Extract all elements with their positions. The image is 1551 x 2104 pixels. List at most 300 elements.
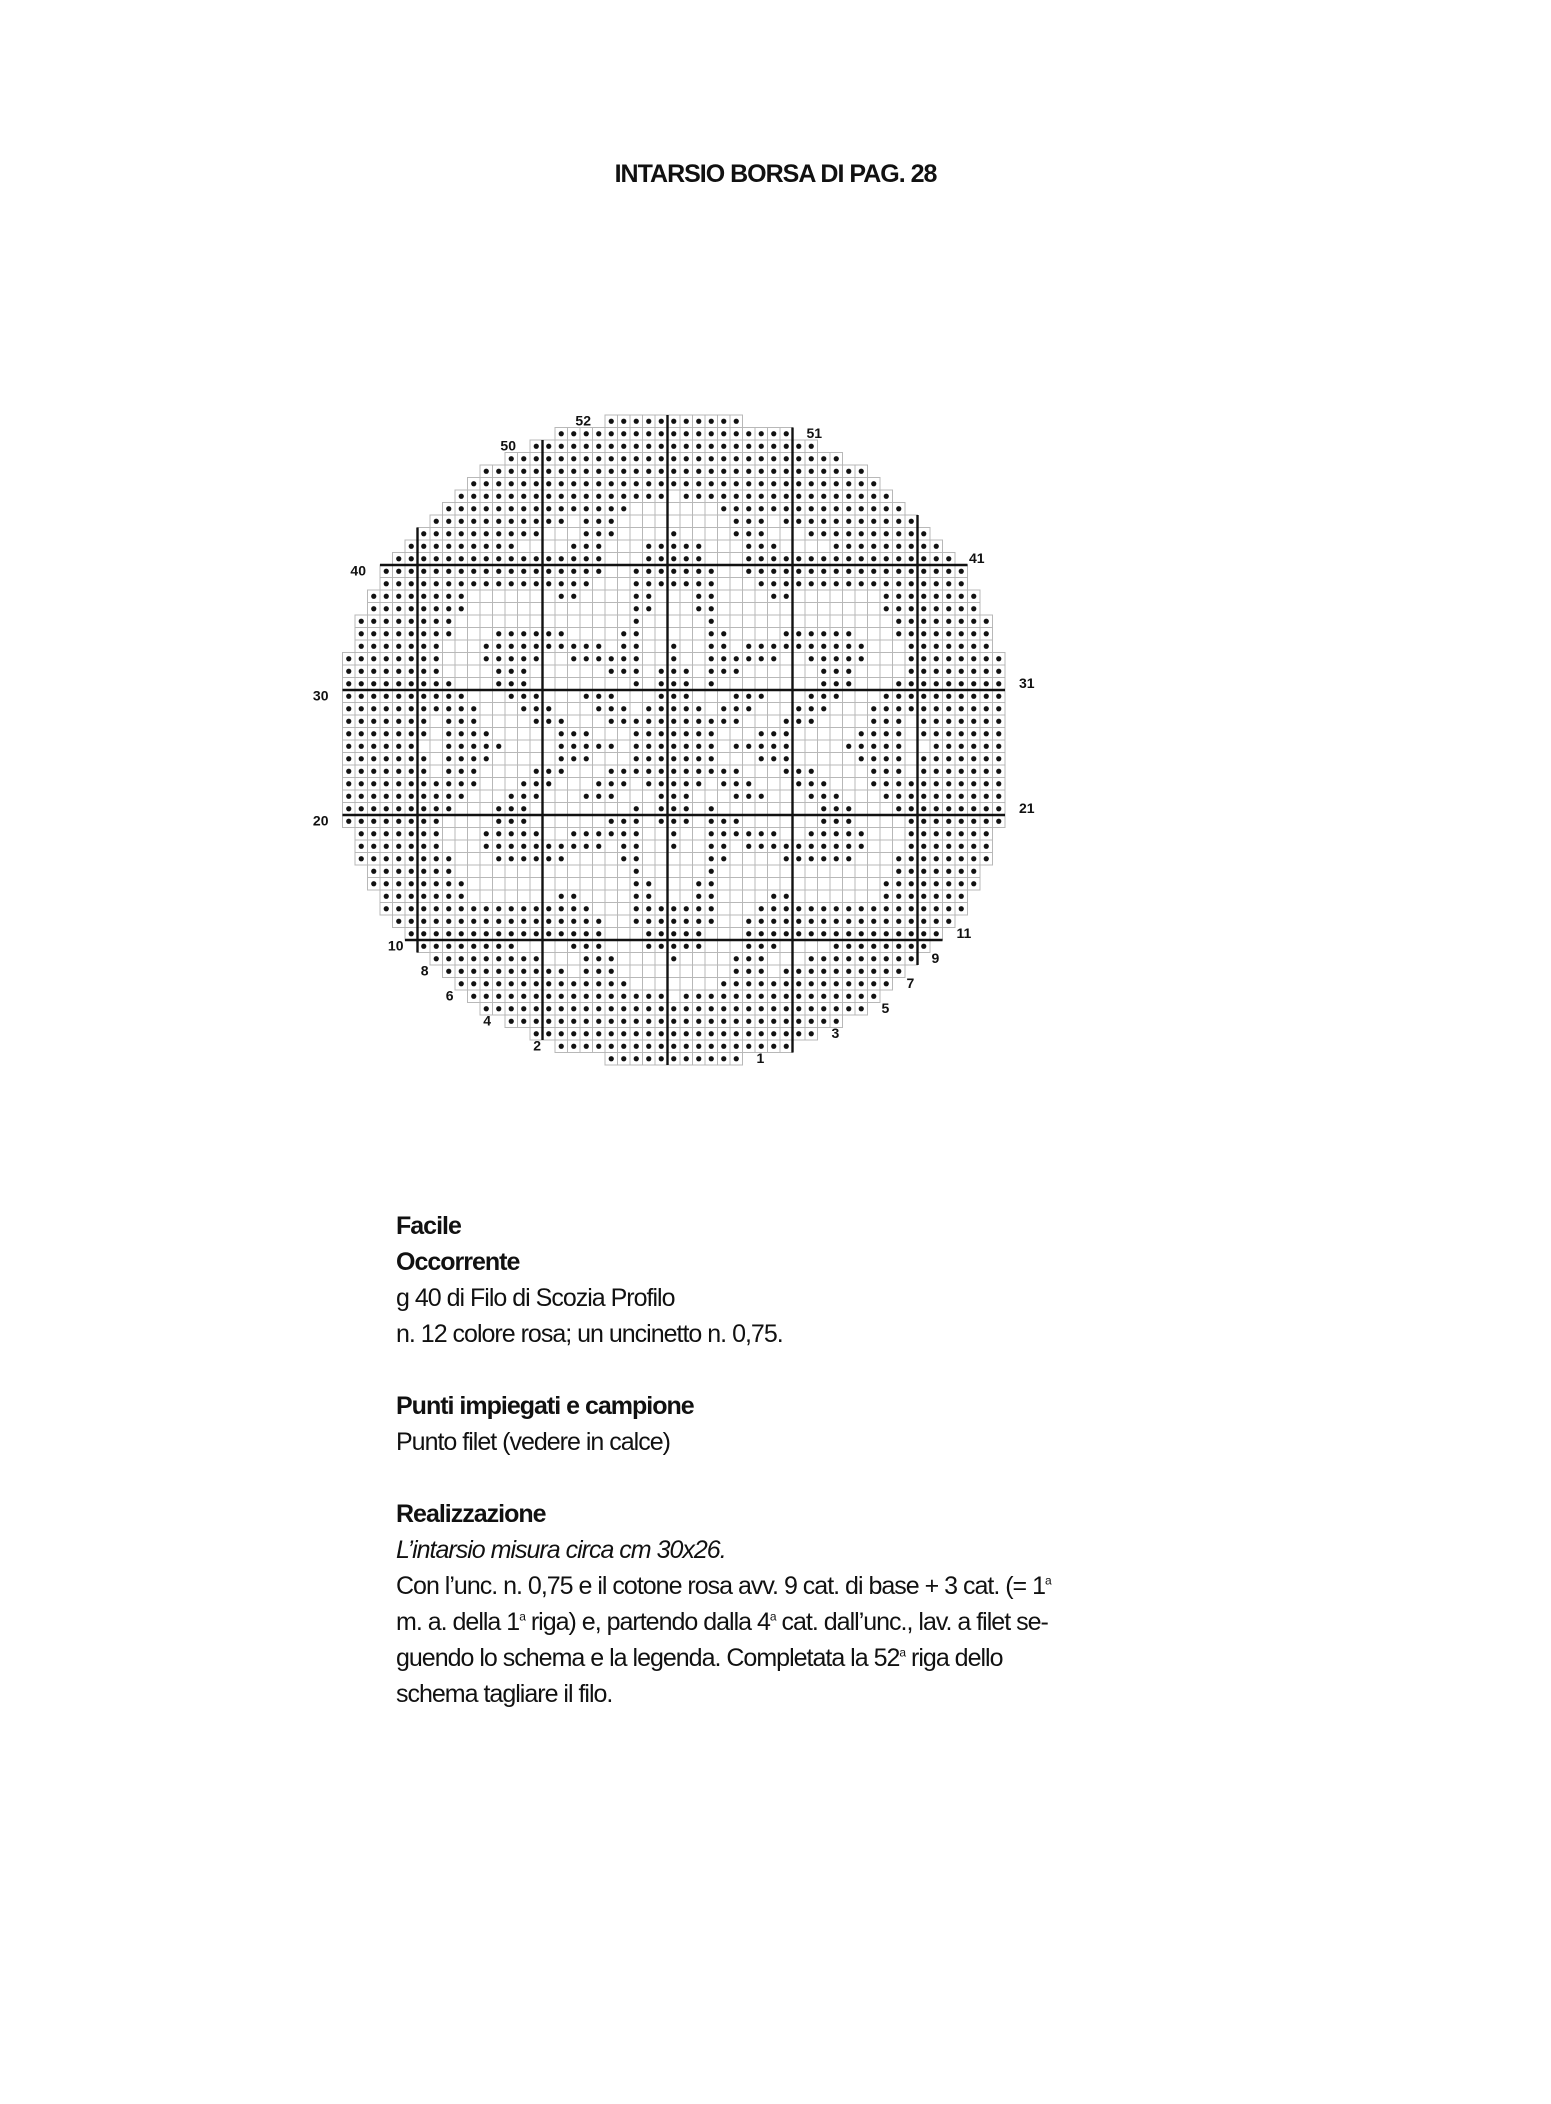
chart-dot <box>434 781 439 786</box>
chart-dot <box>684 694 689 699</box>
chart-dot <box>371 694 376 699</box>
chart-dot <box>371 769 376 774</box>
chart-dot <box>709 644 714 649</box>
chart-dot <box>846 981 851 986</box>
chart-dot <box>909 881 914 886</box>
chart-dot <box>646 744 651 749</box>
chart-dot <box>421 681 426 686</box>
chart-dot <box>809 831 814 836</box>
chart-dot <box>959 581 964 586</box>
chart-dot <box>621 1006 626 1011</box>
chart-cell <box>668 490 681 503</box>
chart-cell <box>730 603 743 616</box>
chart-cell <box>543 790 556 803</box>
chart-dot <box>596 1031 601 1036</box>
chart-dot <box>921 644 926 649</box>
chart-cell <box>668 990 681 1003</box>
chart-cell <box>855 815 868 828</box>
chart-dot <box>559 444 564 449</box>
chart-cell <box>480 590 493 603</box>
chart-dot <box>959 731 964 736</box>
chart-cell <box>555 865 568 878</box>
chart-dot <box>584 844 589 849</box>
chart-dot <box>896 731 901 736</box>
chart-dot <box>459 894 464 899</box>
chart-cell <box>705 940 718 953</box>
chart-dot <box>846 469 851 474</box>
chart-dot <box>846 994 851 999</box>
chart-dot <box>859 981 864 986</box>
chart-dot <box>446 519 451 524</box>
chart-dot <box>696 1031 701 1036</box>
chart-cell <box>830 603 843 616</box>
chart-dot <box>584 906 589 911</box>
chart-dot <box>671 419 676 424</box>
chart-cell <box>543 803 556 816</box>
chart-cell <box>480 615 493 628</box>
chart-dot <box>746 781 751 786</box>
chart-dot <box>596 569 601 574</box>
chart-dot <box>596 431 601 436</box>
chart-cell <box>718 565 731 578</box>
chart-dot <box>559 494 564 499</box>
chart-dot <box>759 994 764 999</box>
chart-cell <box>668 878 681 891</box>
chart-dot <box>784 631 789 636</box>
chart-cell <box>568 628 581 641</box>
chart-cell <box>468 678 481 691</box>
chart-dot <box>684 669 689 674</box>
chart-dot <box>734 419 739 424</box>
chart-dot <box>871 906 876 911</box>
chart-cell <box>780 778 793 791</box>
chart-dot <box>959 644 964 649</box>
chart-cell <box>643 653 656 666</box>
chart-dot <box>471 994 476 999</box>
chart-dot <box>659 744 664 749</box>
chart-dot <box>521 781 526 786</box>
chart-dot <box>709 469 714 474</box>
chart-dot <box>921 544 926 549</box>
ordinal-mark: a <box>769 1609 776 1624</box>
chart-dot <box>796 981 801 986</box>
chart-cell <box>493 690 506 703</box>
chart-dot <box>821 856 826 861</box>
chart-cell <box>780 653 793 666</box>
chart-dot <box>809 1031 814 1036</box>
chart-dot <box>421 569 426 574</box>
chart-dot <box>421 831 426 836</box>
chart-dot <box>621 844 626 849</box>
chart-dot <box>484 531 489 536</box>
chart-dot <box>646 469 651 474</box>
chart-dot <box>521 919 526 924</box>
chart-dot <box>384 581 389 586</box>
chart-dot <box>446 556 451 561</box>
chart-cell <box>693 628 706 641</box>
chart-cell <box>718 865 731 878</box>
chart-dot <box>634 844 639 849</box>
chart-dot <box>671 719 676 724</box>
chart-dot <box>496 1006 501 1011</box>
chart-cell <box>493 890 506 903</box>
chart-dot <box>384 819 389 824</box>
chart-dot <box>484 581 489 586</box>
chart-cell <box>655 865 668 878</box>
chart-dot <box>896 581 901 586</box>
chart-dot <box>721 781 726 786</box>
chart-dot <box>884 906 889 911</box>
chart-dot <box>671 769 676 774</box>
chart-dot <box>659 944 664 949</box>
chart-cell <box>680 653 693 666</box>
chart-dot <box>621 1019 626 1024</box>
chart-cell <box>818 753 831 766</box>
chart-dot <box>971 644 976 649</box>
chart-dot <box>784 519 789 524</box>
chart-dot <box>709 494 714 499</box>
chart-dot <box>471 506 476 511</box>
chart-cell <box>630 540 643 553</box>
chart-cell <box>768 615 781 628</box>
chart-cell <box>618 928 631 941</box>
chart-dot <box>534 644 539 649</box>
chart-dot <box>609 781 614 786</box>
chart-dot <box>734 706 739 711</box>
chart-cell <box>468 665 481 678</box>
chart-dot <box>521 1019 526 1024</box>
chart-cell <box>705 965 718 978</box>
chart-dot <box>409 581 414 586</box>
chart-dot <box>584 444 589 449</box>
chart-dot <box>846 931 851 936</box>
chart-dot <box>646 581 651 586</box>
chart-dot <box>696 719 701 724</box>
chart-dot <box>421 656 426 661</box>
chart-dot <box>409 769 414 774</box>
chart-dot <box>346 769 351 774</box>
chart-dot <box>921 756 926 761</box>
chart-dot <box>571 431 576 436</box>
chart-cell <box>630 503 643 516</box>
chart-dot <box>396 806 401 811</box>
chart-dot <box>446 944 451 949</box>
chart-dot <box>896 969 901 974</box>
chart-dot <box>346 819 351 824</box>
chart-dot <box>584 506 589 511</box>
difficulty-label: Facile <box>396 1212 461 1240</box>
chart-cell <box>555 940 568 953</box>
chart-dot <box>746 744 751 749</box>
chart-dot <box>934 894 939 899</box>
chart-dot <box>671 669 676 674</box>
chart-cell <box>680 978 693 991</box>
chart-cell <box>805 890 818 903</box>
chart-cell <box>555 815 568 828</box>
chart-dot <box>896 631 901 636</box>
chart-dot <box>884 769 889 774</box>
chart-dot <box>709 619 714 624</box>
chart-cell <box>580 678 593 691</box>
chart-dot <box>684 781 689 786</box>
chart-dot <box>359 644 364 649</box>
chart-dot <box>609 994 614 999</box>
chart-cell <box>730 803 743 816</box>
chart-dot <box>846 519 851 524</box>
chart-cell <box>468 803 481 816</box>
chart-cell <box>805 678 818 691</box>
chart-dot <box>559 556 564 561</box>
chart-cell <box>493 715 506 728</box>
chart-dot <box>396 894 401 899</box>
chart-cell <box>593 578 606 591</box>
chart-dot <box>346 744 351 749</box>
chart-cell <box>493 778 506 791</box>
chart-dot <box>821 631 826 636</box>
chart-cell <box>580 878 593 891</box>
chart-dot <box>646 731 651 736</box>
chart-dot <box>534 719 539 724</box>
chart-dot <box>546 1019 551 1024</box>
chart-dot <box>446 931 451 936</box>
chart-dot <box>534 906 539 911</box>
chart-cell <box>693 853 706 866</box>
ordinal-mark: a <box>1045 1573 1051 1588</box>
chart-cell <box>755 803 768 816</box>
chart-dot <box>396 719 401 724</box>
chart-dot <box>896 706 901 711</box>
chart-dot <box>921 881 926 886</box>
chart-cell <box>593 615 606 628</box>
chart-dot <box>396 731 401 736</box>
chart-dot <box>896 719 901 724</box>
chart-cell <box>918 740 931 753</box>
chart-dot <box>609 1056 614 1061</box>
chart-dot <box>771 1044 776 1049</box>
chart-cell <box>505 740 518 753</box>
chart-dot <box>421 794 426 799</box>
chart-cell <box>468 615 481 628</box>
chart-dot <box>496 494 501 499</box>
chart-dot <box>559 744 564 749</box>
chart-dot <box>859 519 864 524</box>
chart-dot <box>771 444 776 449</box>
chart-cell <box>743 903 756 916</box>
chart-dot <box>846 569 851 574</box>
chart-dot <box>371 606 376 611</box>
chart-dot <box>659 494 664 499</box>
chart-dot <box>721 481 726 486</box>
chart-dot <box>784 844 789 849</box>
chart-cell <box>718 615 731 628</box>
chart-cell <box>743 603 756 616</box>
chart-dot <box>509 1019 514 1024</box>
chart-dot <box>721 706 726 711</box>
chart-dot <box>459 694 464 699</box>
chart-dot <box>396 881 401 886</box>
chart-dot <box>384 569 389 574</box>
chart-cell <box>718 753 731 766</box>
chart-cell <box>543 828 556 841</box>
chart-dot <box>596 506 601 511</box>
chart-cell <box>618 940 631 953</box>
chart-cell <box>718 940 731 953</box>
chart-cell <box>518 878 531 891</box>
chart-cell <box>818 603 831 616</box>
chart-dot <box>534 519 539 524</box>
chart-cell <box>543 878 556 891</box>
chart-cell <box>780 940 793 953</box>
chart-dot <box>934 794 939 799</box>
chart-dot <box>834 519 839 524</box>
chart-dot <box>709 1056 714 1061</box>
chart-dot <box>746 569 751 574</box>
chart-dot <box>484 956 489 961</box>
chart-dot <box>934 706 939 711</box>
chart-cell <box>868 890 881 903</box>
chart-dot <box>446 694 451 699</box>
chart-cell <box>605 553 618 566</box>
chart-dot <box>834 531 839 536</box>
chart-cell <box>880 815 893 828</box>
chart-dot <box>684 906 689 911</box>
chart-dot <box>821 556 826 561</box>
chart-dot <box>759 744 764 749</box>
chart-cell <box>605 678 618 691</box>
chart-dot <box>421 844 426 849</box>
chart-cell <box>630 528 643 541</box>
chart-dot <box>484 844 489 849</box>
chart-dot <box>421 931 426 936</box>
chart-dot <box>871 769 876 774</box>
chart-dot <box>846 669 851 674</box>
stitches-text: Punto filet (vedere in calce) <box>396 1428 670 1456</box>
chart-dot <box>796 969 801 974</box>
chart-dot <box>709 481 714 486</box>
chart-dot <box>996 819 1001 824</box>
chart-cell <box>593 878 606 891</box>
chart-dot <box>696 944 701 949</box>
chart-cell <box>568 803 581 816</box>
chart-dot <box>434 519 439 524</box>
chart-cell <box>743 590 756 603</box>
chart-cell <box>643 790 656 803</box>
chart-dot <box>871 781 876 786</box>
chart-dot <box>634 756 639 761</box>
chart-dot <box>721 669 726 674</box>
chart-dot <box>509 969 514 974</box>
chart-cell <box>805 615 818 628</box>
chart-cell <box>905 765 918 778</box>
chart-cell <box>593 890 606 903</box>
chart-cell <box>805 865 818 878</box>
chart-dot <box>596 794 601 799</box>
chart-dot <box>584 494 589 499</box>
chart-dot <box>759 694 764 699</box>
chart-dot <box>634 431 639 436</box>
chart-dot <box>521 519 526 524</box>
chart-dot <box>634 1044 639 1049</box>
chart-dot <box>609 1019 614 1024</box>
chart-dot <box>784 469 789 474</box>
chart-dot <box>884 569 889 574</box>
chart-dot <box>509 806 514 811</box>
chart-cell <box>655 653 668 666</box>
chart-dot <box>409 856 414 861</box>
chart-dot <box>871 531 876 536</box>
chart-dot <box>709 744 714 749</box>
chart-dot <box>596 944 601 949</box>
chart-dot <box>696 706 701 711</box>
chart-dot <box>909 856 914 861</box>
chart-dot <box>796 644 801 649</box>
chart-cell <box>593 753 606 766</box>
chart-dot <box>584 656 589 661</box>
chart-cell <box>568 690 581 703</box>
chart-dot <box>909 531 914 536</box>
chart-dot <box>709 856 714 861</box>
chart-dot <box>646 1044 651 1049</box>
chart-dot <box>671 1006 676 1011</box>
chart-dot <box>834 669 839 674</box>
chart-cell <box>493 765 506 778</box>
chart-dot <box>984 756 989 761</box>
chart-cell <box>855 628 868 641</box>
chart-dot <box>659 819 664 824</box>
chart-dot <box>634 894 639 899</box>
chart-dot <box>671 681 676 686</box>
chart-cell <box>693 665 706 678</box>
chart-cell <box>443 815 456 828</box>
chart-cell <box>693 678 706 691</box>
chart-dot <box>759 544 764 549</box>
chart-dot <box>634 656 639 661</box>
chart-dot <box>446 906 451 911</box>
chart-dot <box>884 981 889 986</box>
chart-dot <box>684 756 689 761</box>
chart-dot <box>984 806 989 811</box>
chart-dot <box>834 656 839 661</box>
chart-dot <box>421 806 426 811</box>
chart-cell <box>668 853 681 866</box>
chart-dot <box>984 631 989 636</box>
chart-dot <box>959 744 964 749</box>
chart-dot <box>934 656 939 661</box>
chart-dot <box>459 769 464 774</box>
chart-dot <box>584 1031 589 1036</box>
chart-dot <box>946 569 951 574</box>
chart-dot <box>746 981 751 986</box>
chart-cell <box>618 553 631 566</box>
chart-cell <box>455 665 468 678</box>
chart-cell <box>693 690 706 703</box>
chart-dot <box>734 719 739 724</box>
chart-cell <box>543 603 556 616</box>
chart-cell <box>768 678 781 691</box>
chart-cell <box>818 890 831 903</box>
chart-dot <box>559 981 564 986</box>
chart-dot <box>784 1019 789 1024</box>
chart-cell <box>743 865 756 878</box>
chart-cell <box>730 590 743 603</box>
chart-dot <box>934 569 939 574</box>
chart-dot <box>546 844 551 849</box>
chart-dot <box>484 919 489 924</box>
chart-dot <box>746 931 751 936</box>
chart-dot <box>684 994 689 999</box>
chart-dot <box>859 756 864 761</box>
chart-dot <box>496 531 501 536</box>
